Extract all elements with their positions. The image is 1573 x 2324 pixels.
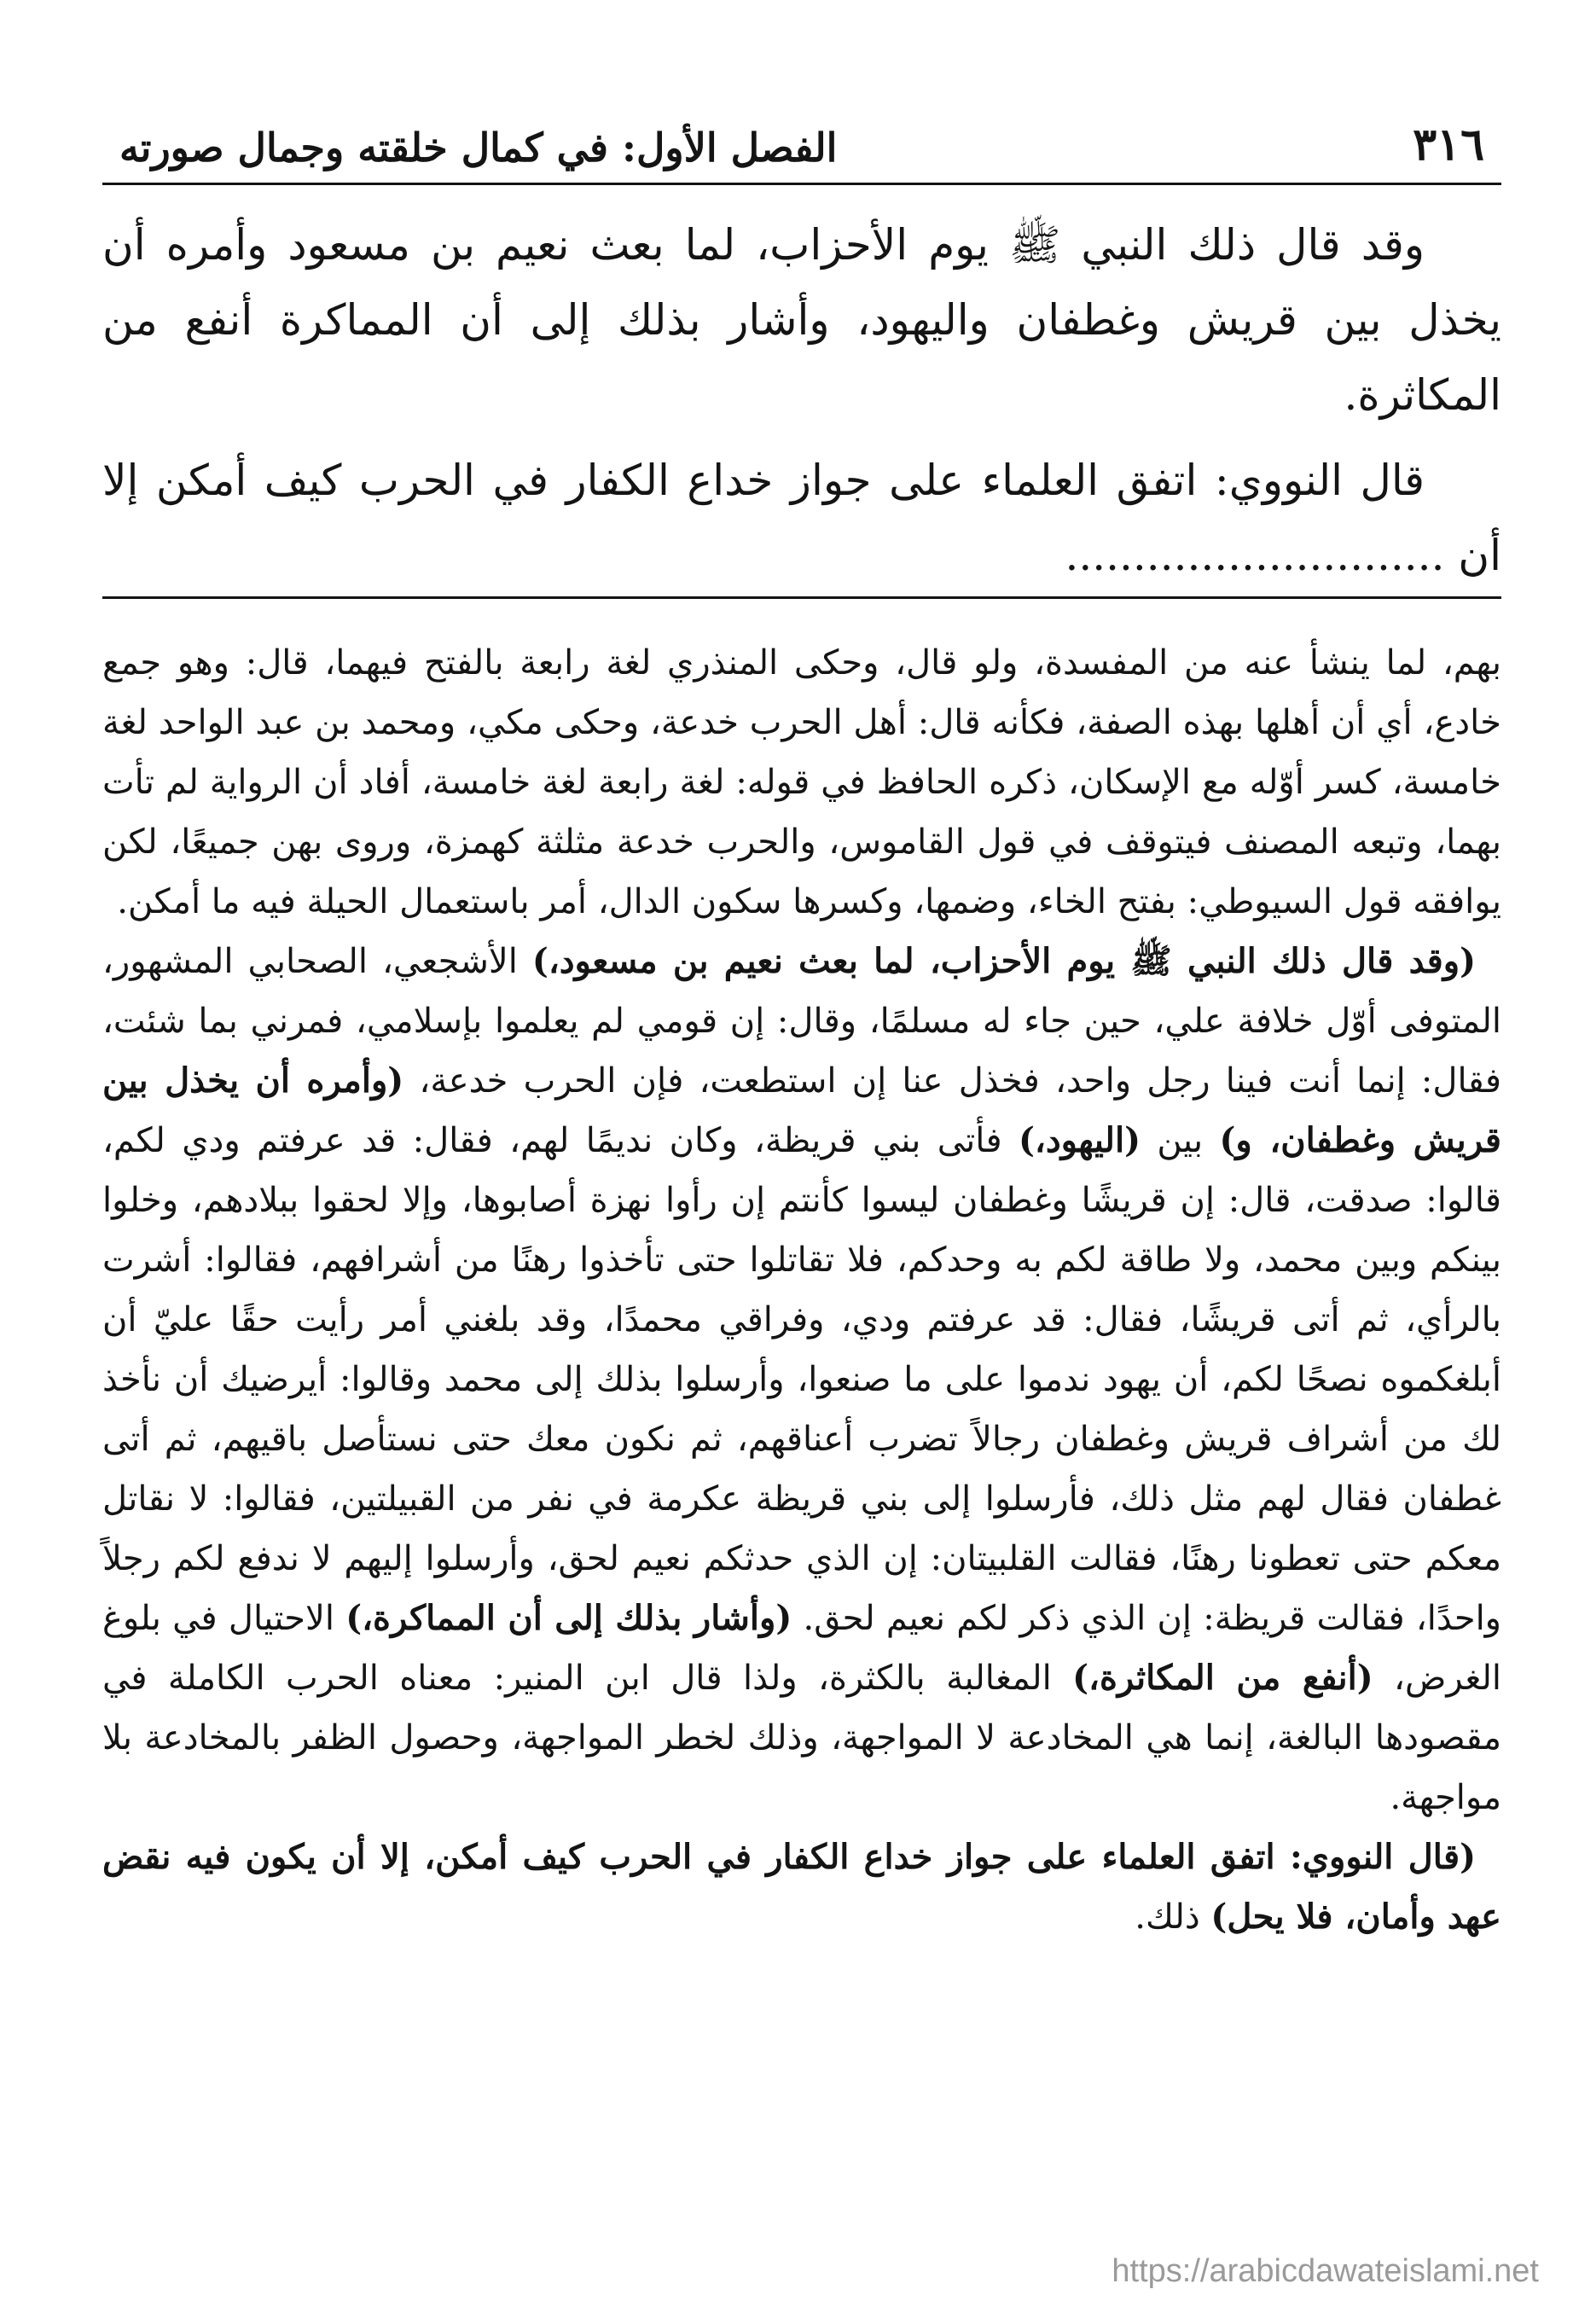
- quoted-text: (وأمره أن يخذل بين قريش وغطفان، و): [102, 1060, 1501, 1160]
- commentary-text: فأتى بني قريظة، وكان نديمًا لهم، فقال: قد عرفتم ودي لكم، قالوا: صدقت، قال: إن قريشًا وغطفان ليسوا كأنتم إن رأوا نهزة أصابوها، وإلا لحقوا ببلادهم، وخلوا بينكم وبين محمد، ولا طاقة لكم به وحدكم، فلا تقاتلوا حتى تأخذوا رهنًا من أشرافهم، فقالوا: أشرت بالرأي، ثم أتى قريشًا، فقال: قد عرفتم ودي، وفراقي محمدًا، وقد بلغني أمر رأيت حقًا عليّ أن أبلغكموه نصحًا لكم، أن يهود ندموا على ما صنعوا، وأرسلوا بذلك إلى محمد وقالوا: أيرضيك أن نأخذ لك من أشراف قريش وغطفان رجالاً تضرب أعناقهم، ثم نكون معك حتى نستأصل باقيهم، ثم أتى غطفان فقال لهم مثل ذلك، فأرسلوا إلى بني قريظة عكرمة في نفر من القبيلتين، فقالوا: لا نقاتل معكم حتى تعطونا رهنًا، فقالت القلبيتان: إن الذي حدثكم نعيم لحق، وأرسلوا إليهم لا ندفع لكم رجلاً واحدًا، فقالت قريظة: إن الذي ذكر لكم نعيم لحق.: [102, 1121, 1502, 1638]
- quoted-text: (أنفع من المكاثرة،): [1072, 1658, 1373, 1698]
- watermark: https://arabicdawateislami.net: [1112, 2253, 1539, 2289]
- main-paragraph-2-text: قال النووي: اتفق العلماء على جواز خداع الكفار في الحرب كيف أمكن إلا أن: [102, 456, 1501, 580]
- quoted-text: (قال النووي: اتفق العلماء على جواز خداع الكفار في الحرب كيف أمكن، إلا أن يكون فيه نقض عهد وأمان، فلا يحل): [102, 1837, 1501, 1937]
- quoted-text: (وأشار بذلك إلى أن المماكرة،): [345, 1598, 792, 1638]
- commentary-text: ذلك.: [1135, 1897, 1211, 1937]
- commentary-text: بين: [1141, 1121, 1220, 1160]
- main-text: [102, 207, 1501, 593]
- commentary-text: الاحتيال في بلوغ الغرض،: [102, 1599, 1501, 1698]
- commentary-text: الأشجعي، الصحابي المشهور، المتوفى أوّل خلافة علي، حين جاء له مسلمًا، وقال: إن قومي لم يعلموا بإسلامي، فمرني بما شئت، فقال: إنما أنت فينا رجل واحد، فخذل عنا إن استطعت، فإن الحرب خدعة،: [102, 942, 1501, 1101]
- quoted-text: (وقد قال ذلك النبي ﷺ يوم الأحزاب، لما بعث نعيم بن مسعود،): [531, 941, 1476, 981]
- commentary-text: المغالبة بالكثرة، ولذا قال ابن المنير: معناه الحرب الكاملة في مقصودها البالغة، إنما هي المخادعة لا المواجهة، وذلك لخطر المواجهة، وحصول الظفر بالمخادعة بلا مواجهة.: [102, 1659, 1501, 1817]
- header-divider: [102, 183, 1501, 185]
- continuation-dots: ............................: [1065, 531, 1445, 580]
- chapter-title: الفصل الأول: في كمال خلقته وجمال صورته: [119, 125, 838, 171]
- page-number: ٣١٦: [1413, 119, 1484, 171]
- commentary-divider: [102, 596, 1501, 599]
- main-paragraph-2: [102, 443, 1501, 593]
- commentary: [102, 633, 1501, 1947]
- commentary-paragraph-3: [102, 1827, 1501, 1947]
- main-paragraph-1: وقد قال ذلك النبي ﷺ يوم الأحزاب، لما بعث نعيم بن مسعود وأمره أن يخذل بين قريش وغطفان واليهود، وأشار بذلك إلى أن المماكرة أنفع من المكاثرة.: [102, 220, 1501, 420]
- commentary-paragraph-1: بهم، لما ينشأ عنه من المفسدة، ولو قال، وحكى المنذري لغة رابعة بالفتح فيهما، قال: وهو جمع خادع، أي أن أهلها بهذه الصفة، فكأنه قال: أهل الحرب خدعة، وحكى مكي، ومحمد بن عبد الواحد لغة خامسة، كسر أوّله مع الإسكان، ذكره الحافظ في قوله: لغة رابعة لغة خامسة، أفاد أن الرواية لم تأت بهما، وتبعه المصنف فيتوقف في قول القاموس، والحرب خدعة مثلثة كهمزة، وروى بهن جميعًا، لكن يوافقه قول السيوطي: بفتح الخاء، وضمها، وكسرها سكون الدال، أمر باستعمال الحيلة فيه ما أمكن.: [102, 643, 1501, 921]
- commentary-paragraph-2: [102, 932, 1501, 1827]
- book-page: [102, 85, 1501, 2286]
- page-header: [102, 85, 1501, 171]
- quoted-text: (اليهود،): [1018, 1120, 1141, 1160]
